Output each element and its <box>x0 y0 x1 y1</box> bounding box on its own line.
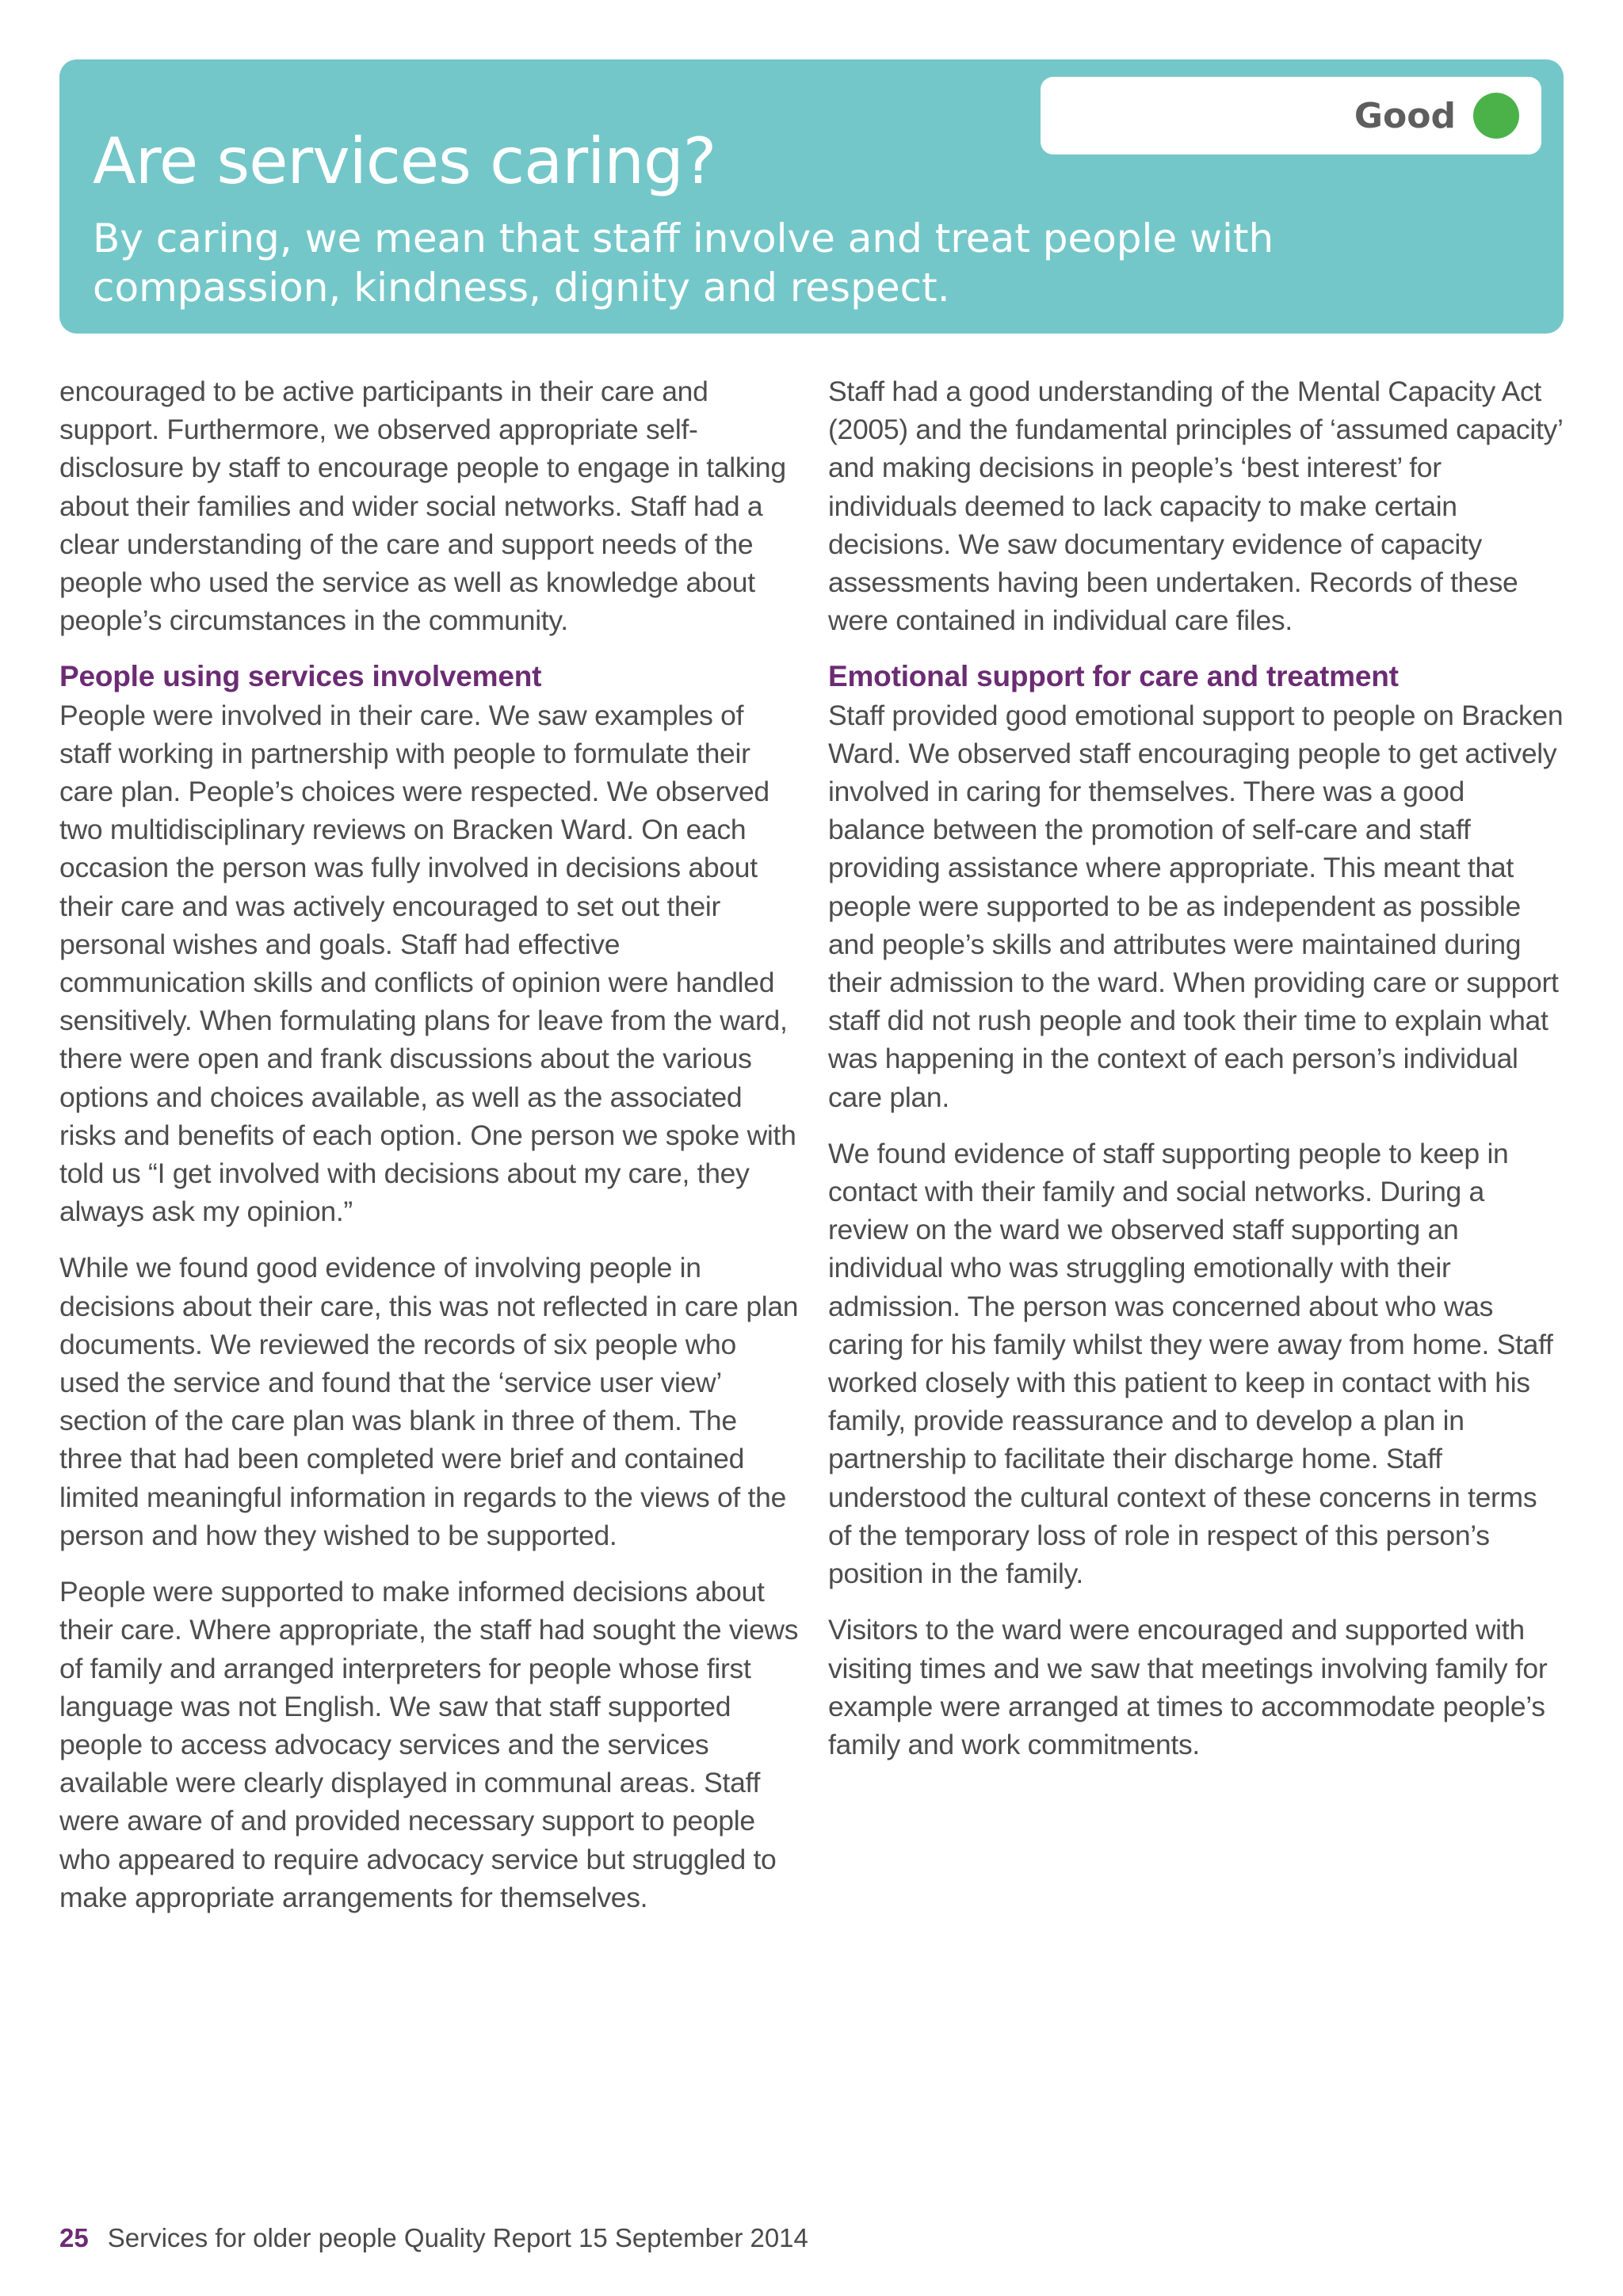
footer-text: Services for older people Quality Report 15 September 2014 <box>107 2223 808 2252</box>
right-column <box>828 372 1565 1782</box>
subheading-people-involvement: People using services involvement <box>59 660 542 693</box>
paragraph: Staff provided good emotional support to people on Bracken Ward. We observed staff encouraging people to get actively involved in caring for themselves. There was a good balance between the promotion of self-care and staff providing assistance where appropriate. This meant that people were supported to be as independent as possible and people’s skills and attributes were maintained during their admission to the ward. When providing care or support staff did not rush people and took their time to explain what was happening in the context of each person’s individual care plan. <box>828 699 1564 1113</box>
paragraph: While we found good evidence of involving people in decisions about their care, this was not reflected in care plan documents. We reviewed the records of six people who used the service and found that the ‘service user view’ section of the care plan was blank in three of them. The three that had been completed were brief and contained limited meaningful information in regards to the views of the person and how they wished to be supported. <box>59 1252 799 1551</box>
paragraph: encouraged to be active participants in their care and support. Furthermore, we observed appropriate self-disclosure by staff to encourage people to engage in talking about their families and wider social networks. Staff had a clear understanding of the care and support needs of the people who used the service as well as knowledge about people’s circumstances in the community. <box>59 376 786 637</box>
left-column <box>59 372 800 1935</box>
paragraph: People were involved in their care. We saw examples of staff working in partnership with people to formulate their care plan. People’s choices were respected. We observed two multidisciplinary reviews on Bracken Ward. On each occasion the person was fully involved in decisions about their care and was actively encouraged to set out their personal wishes and goals. Staff had effective communication skills and conflicts of opinion were handled sensitively. When formulating plans for leave from the ward, there were open and frank discussions about the various options and choices available, as well as the associated risks and benefits of each option. One person we spoke with told us “I get involved with decisions about my care, they always ask my opinion.” <box>59 699 796 1228</box>
section-banner <box>59 59 1564 334</box>
page-number: 25 <box>59 2223 89 2252</box>
paragraph: We found evidence of staff supporting people to keep in contact with their family and social networks. During a review on the ward we observed staff supporting an individual who was struggling emotionally with their admission. The person was concerned about who was caring for his family whilst they were away from home. Staff worked closely with this patient to keep in contact with his family, provide reassurance and to develop a plan in partnership to facilitate their discharge home. Staff understood the cultural context of these concerns in terms of the temporary loss of role in respect of this person’s position in the family. <box>828 1137 1553 1590</box>
rating-label: Good <box>1354 95 1456 136</box>
page-footer <box>59 2223 808 2253</box>
subheading-emotional-support: Emotional support for care and treatment <box>828 660 1399 693</box>
paragraph: Staff had a good understanding of the Mental Capacity Act (2005) and the fundamental principles of ‘assumed capacity’ and making decisions in people’s ‘best interest’ for individuals deemed to lack capacity to make certain decisions. We saw documentary evidence of capacity assessments having been undertaken. Records of these were contained in individual care files. <box>828 376 1563 637</box>
section-subtitle: By caring, we mean that staff involve and treat people with compassion, kindness, dignity and respect. <box>93 215 1274 311</box>
paragraph: People were supported to make informed decisions about their care. Where appropriate, the staff had sought the views of family and arranged interpreters for people whose first language was not English. We saw that staff supported people to access advocacy services and the services available were clearly displayed in communal areas. Staff were aware of and provided necessary support to people who appeared to require advocacy service but struggled to make appropriate arrangements for themselves. <box>59 1576 799 1913</box>
section-title: Are services caring? <box>93 124 716 198</box>
rating-dot-icon <box>1473 93 1519 139</box>
paragraph: Visitors to the ward were encouraged and supported with visiting times and we saw that meetings involving family for example were arranged at times to accommodate people’s family and work commitments. <box>828 1614 1548 1760</box>
rating-badge <box>1041 77 1541 154</box>
